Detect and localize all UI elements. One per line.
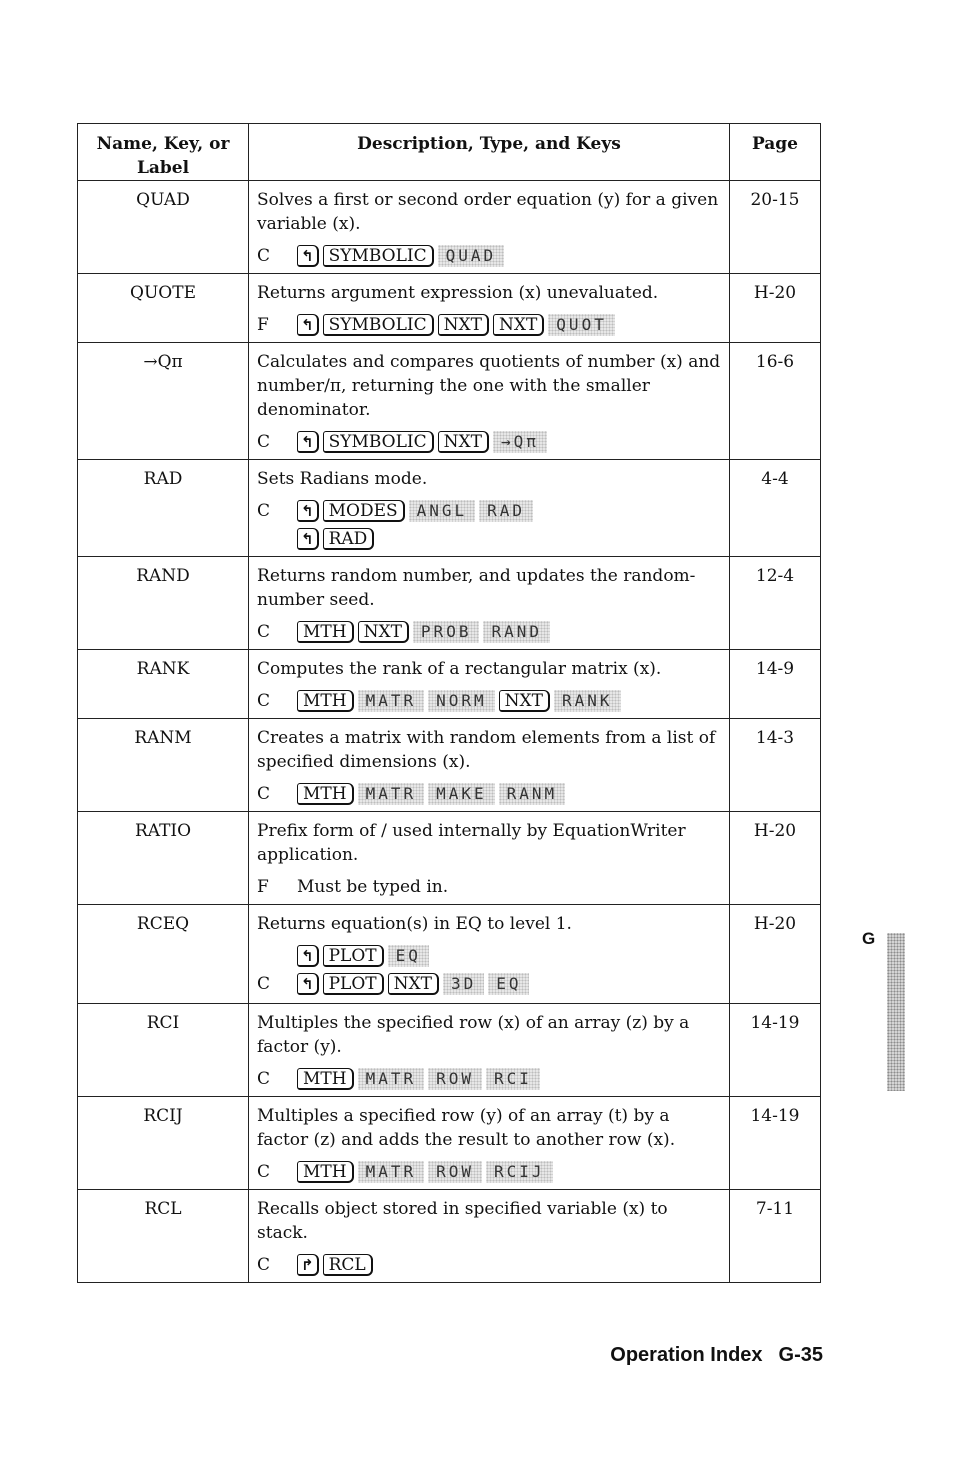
menu-softkey-label: →Qπ bbox=[493, 431, 547, 453]
page-reference: 20-15 bbox=[729, 181, 820, 274]
operation-description-cell bbox=[249, 719, 730, 812]
left-shift-key-icon: ↰ bbox=[297, 528, 319, 550]
menu-softkey-label: MATR bbox=[358, 783, 425, 805]
menu-softkey-label: RCI bbox=[486, 1068, 540, 1090]
operation-name: RAND bbox=[78, 557, 249, 650]
calculator-key: PLOT bbox=[323, 945, 384, 967]
table-body bbox=[78, 181, 821, 1283]
page-reference: 14-3 bbox=[729, 719, 820, 812]
key-note: Must be typed in. bbox=[297, 877, 449, 897]
menu-softkey-label: ROW bbox=[428, 1161, 482, 1183]
key-sequence bbox=[257, 874, 721, 900]
table-row bbox=[78, 1190, 821, 1283]
calculator-key: MODES bbox=[323, 500, 405, 522]
operation-description-cell bbox=[249, 274, 730, 343]
section-tab-marker bbox=[887, 933, 905, 1091]
menu-softkey-label: MAKE bbox=[428, 783, 495, 805]
key-sequence bbox=[257, 1159, 721, 1185]
key-sequence bbox=[257, 619, 721, 645]
type-code: C bbox=[257, 622, 271, 642]
table-row bbox=[78, 1004, 821, 1097]
left-shift-key-icon: ↰ bbox=[297, 973, 319, 995]
menu-softkey-label: MATR bbox=[358, 1161, 425, 1183]
calculator-key: RAD bbox=[323, 528, 375, 550]
menu-softkey-label: RANM bbox=[499, 783, 566, 805]
operation-description-cell bbox=[249, 343, 730, 460]
operation-name: RCIJ bbox=[78, 1097, 249, 1190]
page-footer bbox=[610, 1344, 823, 1367]
menu-softkey-label: QUAD bbox=[438, 245, 505, 267]
table-header-row bbox=[78, 124, 821, 181]
operation-description-cell bbox=[249, 1190, 730, 1283]
operation-description-cell bbox=[249, 1097, 730, 1190]
header-page: Page bbox=[729, 124, 820, 181]
left-shift-key-icon: ↰ bbox=[297, 431, 319, 453]
page-reference: 7-11 bbox=[729, 1190, 820, 1283]
page-reference: H-20 bbox=[729, 905, 820, 1004]
calculator-key: RCL bbox=[323, 1254, 373, 1276]
left-shift-key-icon: ↰ bbox=[297, 500, 319, 522]
type-code: C bbox=[257, 501, 271, 521]
key-sequence bbox=[257, 1066, 721, 1092]
calculator-key: MTH bbox=[297, 690, 354, 712]
operation-description: Returns equation(s) in EQ to level 1. bbox=[257, 914, 572, 934]
table-row bbox=[78, 274, 821, 343]
left-shift-key-icon: ↰ bbox=[297, 314, 319, 336]
menu-softkey-label: PROB bbox=[413, 621, 480, 643]
operation-name: RAD bbox=[78, 460, 249, 557]
operation-description: Recalls object stored in specified variable (x) to stack. bbox=[257, 1199, 668, 1243]
operation-description: Solves a first or second order equation (y) for a given variable (x). bbox=[257, 190, 719, 234]
operation-description: Multiples the specified row (x) of an array (z) by a factor (y). bbox=[257, 1013, 690, 1057]
key-sequence bbox=[257, 498, 721, 524]
calculator-key: MTH bbox=[297, 621, 354, 643]
section-tab-letter: G bbox=[862, 929, 876, 948]
calculator-key: NXT bbox=[358, 621, 409, 643]
menu-softkey-label: EQ bbox=[488, 973, 529, 995]
operation-description: Prefix form of / used internally by EquationWriter application. bbox=[257, 821, 686, 865]
menu-softkey-label: MATR bbox=[358, 690, 425, 712]
type-code: C bbox=[257, 246, 271, 266]
operation-description-cell bbox=[249, 460, 730, 557]
key-sequence bbox=[257, 943, 721, 969]
calculator-key: NXT bbox=[388, 973, 439, 995]
operation-name: QUAD bbox=[78, 181, 249, 274]
type-code: F bbox=[257, 315, 269, 335]
type-code: C bbox=[257, 432, 271, 452]
right-shift-key-icon: ↱ bbox=[297, 1254, 319, 1276]
page-reference: 14-19 bbox=[729, 1004, 820, 1097]
page-reference: 14-9 bbox=[729, 650, 820, 719]
operation-description-cell bbox=[249, 905, 730, 1004]
calculator-key: MTH bbox=[297, 783, 354, 805]
operation-description-cell bbox=[249, 1004, 730, 1097]
table-row bbox=[78, 905, 821, 1004]
calculator-key: MTH bbox=[297, 1068, 354, 1090]
operation-name: RCI bbox=[78, 1004, 249, 1097]
menu-softkey-label: RAD bbox=[479, 500, 533, 522]
operation-name: RANK bbox=[78, 650, 249, 719]
table-row bbox=[78, 557, 821, 650]
calculator-key: SYMBOLIC bbox=[323, 431, 434, 453]
table-row bbox=[78, 719, 821, 812]
key-sequence bbox=[257, 781, 721, 807]
page-reference: 12-4 bbox=[729, 557, 820, 650]
menu-softkey-label: RANK bbox=[554, 690, 621, 712]
operation-name: QUOTE bbox=[78, 274, 249, 343]
header-name: Name, Key, or Label bbox=[78, 124, 249, 181]
menu-softkey-label: ROW bbox=[428, 1068, 482, 1090]
calculator-key: NXT bbox=[499, 690, 550, 712]
operation-description-cell bbox=[249, 181, 730, 274]
key-sequence bbox=[257, 526, 721, 552]
operation-name: RANM bbox=[78, 719, 249, 812]
operation-name: →Qπ bbox=[78, 343, 249, 460]
footer-page-number: G-35 bbox=[778, 1344, 823, 1366]
menu-softkey-label: RCIJ bbox=[486, 1161, 553, 1183]
left-shift-key-icon: ↰ bbox=[297, 245, 319, 267]
type-code: C bbox=[257, 1255, 271, 1275]
type-code: C bbox=[257, 974, 271, 994]
calculator-key: PLOT bbox=[323, 973, 384, 995]
menu-softkey-label: MATR bbox=[358, 1068, 425, 1090]
type-code: F bbox=[257, 877, 269, 897]
calculator-key: NXT bbox=[438, 431, 489, 453]
table-row bbox=[78, 1097, 821, 1190]
key-sequence bbox=[257, 688, 721, 714]
key-sequence bbox=[257, 1252, 721, 1278]
operation-description: Creates a matrix with random elements from a list of specified dimensions (x). bbox=[257, 728, 716, 772]
operation-description: Calculates and compares quotients of number (x) and number/π, returning the one with the smaller denominator. bbox=[257, 352, 721, 420]
menu-softkey-label: 3D bbox=[443, 973, 484, 995]
table-row bbox=[78, 343, 821, 460]
table-row bbox=[78, 812, 821, 905]
menu-softkey-label: RAND bbox=[483, 621, 550, 643]
table-row bbox=[78, 650, 821, 719]
key-sequence bbox=[257, 243, 721, 269]
menu-softkey-label: NORM bbox=[428, 690, 495, 712]
page-reference: H-20 bbox=[729, 812, 820, 905]
operation-description-cell bbox=[249, 812, 730, 905]
key-sequence bbox=[257, 429, 721, 455]
page-reference: 14-19 bbox=[729, 1097, 820, 1190]
operation-description: Sets Radians mode. bbox=[257, 469, 428, 489]
menu-softkey-label: EQ bbox=[388, 945, 429, 967]
footer-title: Operation Index bbox=[610, 1344, 763, 1366]
type-code: C bbox=[257, 1162, 271, 1182]
calculator-key: NXT bbox=[438, 314, 489, 336]
operation-description: Computes the rank of a rectangular matrix (x). bbox=[257, 659, 662, 679]
menu-softkey-label: QUOT bbox=[548, 314, 615, 336]
operation-index-table bbox=[77, 123, 821, 1283]
menu-softkey-label: ANGL bbox=[409, 500, 476, 522]
operation-description-cell bbox=[249, 650, 730, 719]
operation-description-cell bbox=[249, 557, 730, 650]
type-code: C bbox=[257, 691, 271, 711]
left-shift-key-icon: ↰ bbox=[297, 945, 319, 967]
calculator-key: NXT bbox=[493, 314, 544, 336]
type-code: C bbox=[257, 784, 271, 804]
page-reference: 16-6 bbox=[729, 343, 820, 460]
table-row bbox=[78, 181, 821, 274]
table-row bbox=[78, 460, 821, 557]
operation-name: RATIO bbox=[78, 812, 249, 905]
calculator-key: SYMBOLIC bbox=[323, 314, 434, 336]
calculator-key: SYMBOLIC bbox=[323, 245, 434, 267]
calculator-key: MTH bbox=[297, 1161, 354, 1183]
operation-description: Returns random number, and updates the random-number seed. bbox=[257, 566, 696, 610]
page-reference: 4-4 bbox=[729, 460, 820, 557]
header-description: Description, Type, and Keys bbox=[249, 124, 730, 181]
operation-name: RCEQ bbox=[78, 905, 249, 1004]
key-sequence bbox=[257, 971, 721, 997]
page-reference: H-20 bbox=[729, 274, 820, 343]
type-code: C bbox=[257, 1069, 271, 1089]
operation-description: Returns argument expression (x) unevaluated. bbox=[257, 283, 659, 303]
key-sequence bbox=[257, 312, 721, 338]
operation-description: Multiples a specified row (y) of an array (t) by a factor (z) and adds the result to another row (x). bbox=[257, 1106, 676, 1150]
operation-name: RCL bbox=[78, 1190, 249, 1283]
